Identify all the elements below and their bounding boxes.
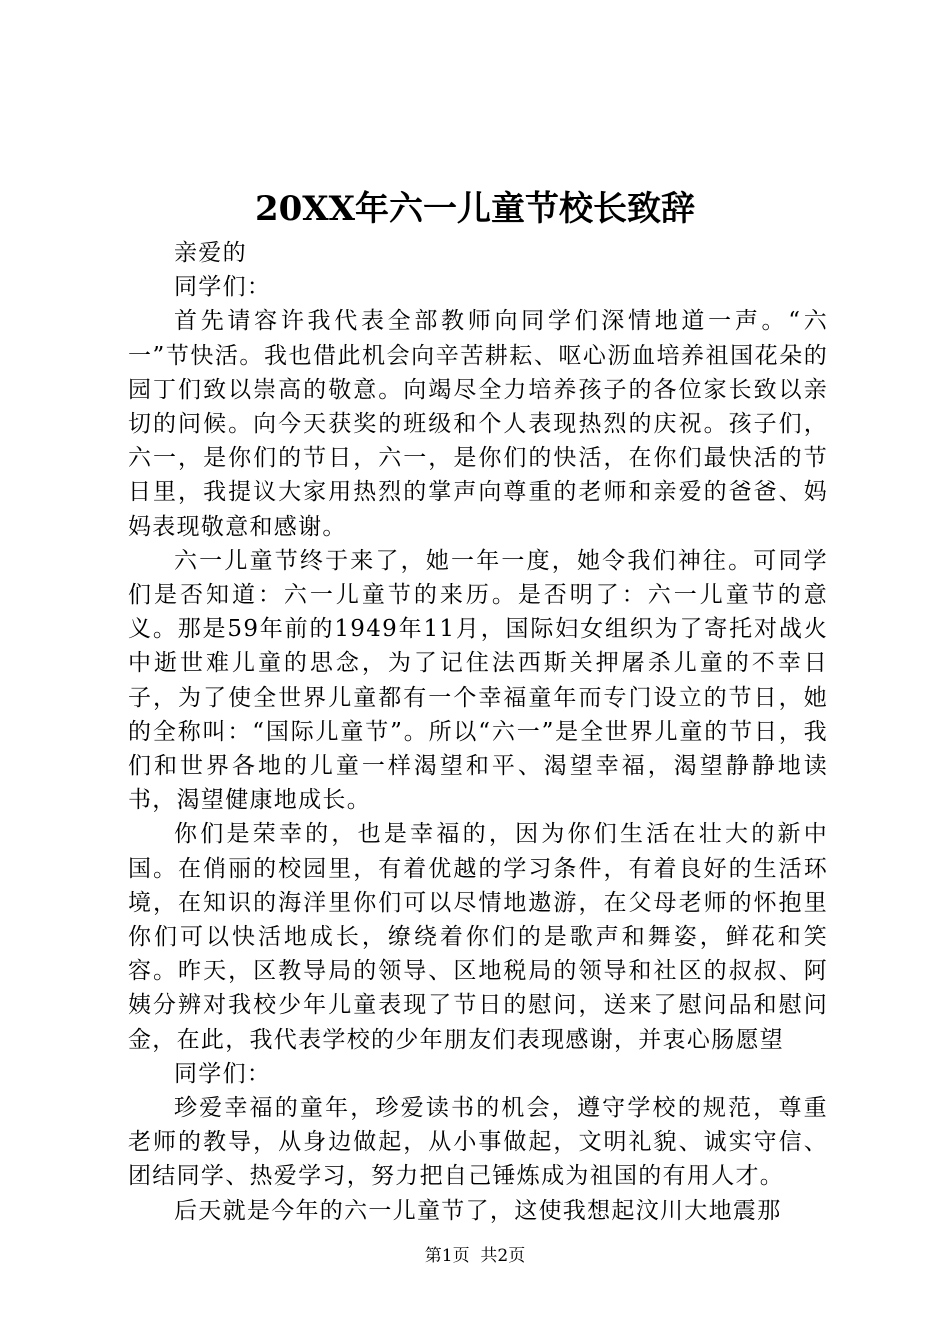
page-footer xyxy=(0,1244,950,1268)
document-body xyxy=(128,236,828,1228)
salutation-line-3: 同学们： xyxy=(174,1060,272,1087)
document-title: 20XX年六一儿童节校长致辞 xyxy=(254,189,696,229)
salutation-line-1: 亲爱的 xyxy=(174,240,247,266)
page-total: 共2页 xyxy=(480,1246,526,1266)
body-paragraph: 你们是荣幸的，也是幸福的，因为你们生活在壮大的新中国。在俏丽的校园里，有着优越的学习条件，有着良好的生活环境，在知识的海洋里你们可以尽情地遨游，在父母老师的怀抱里你们可以快活地成长，缭绕着你们的是歌声和舞姿，鲜花和笑容。昨天，区教导局的领导、区地税局的领导和社区的叔叔、阿姨分辨对我校少年儿童表现了节日的慰问，送来了慰问品和慰问金，在此，我代表学校的少年朋友们表现感谢，并衷心肠愿望 xyxy=(128,821,828,1053)
salutation-line-2: 同学们： xyxy=(174,274,272,301)
body-paragraph: 珍爱幸福的童年，珍爱读书的机会，遵守学校的规范，尊重老师的教导，从身边做起，从小事做起，文明礼貌、诚实守信、团结同学、热爱学习，努力把自己锤炼成为祖国的有用人才。 xyxy=(128,1095,828,1190)
body-paragraph: 首先请容许我代表全部教师向同学们深情地道一声。“六一”节快活。我也借此机会向辛苦耕耘、呕心沥血培养祖国花朵的园丁们致以崇高的敬意。向竭尽全力培养孩子的各位家长致以亲切的问候。向今天获奖的班级和个人表现热烈的庆祝。孩子们，六一，是你们的节日，六一，是你们的快活，在你们最快活的节日里，我提议大家用热烈的掌声向尊重的老师和亲爱的爸爸、妈妈表现敬意和感谢。 xyxy=(128,308,828,540)
page-number: 第1页 xyxy=(424,1246,470,1266)
body-paragraph: 后天就是今年的六一儿童节了，这使我想起汶川大地震那 xyxy=(174,1197,782,1224)
body-paragraph: 六一儿童节终于来了，她一年一度，她令我们神往。可同学们是否知道：六一儿童节的来历。是否明了：六一儿童节的意义。那是59年前的1949年11月，国际妇女组织为了寄托对战火中逝世难儿童的思念，为了记住法西斯关押屠杀儿童的不幸日子，为了使全世界儿童都有一个幸福童年而专门设立的节日，她的全称叫：“国际儿童节”。所以“六一”是全世界儿童的节日，我们和世界各地的儿童一样渴望和平、渴望幸福，渴望静静地读书，渴望健康地成长。 xyxy=(128,547,828,814)
